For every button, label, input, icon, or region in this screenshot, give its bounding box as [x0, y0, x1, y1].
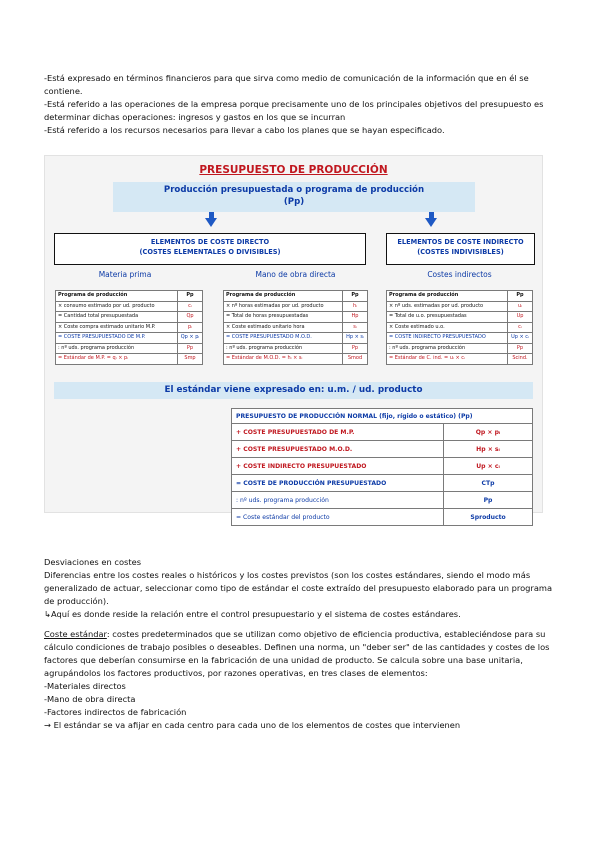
row-label: : nº uds. programa producción — [387, 343, 508, 354]
row-label: + COSTE INDIRECTO PRESUPUESTADO — [232, 458, 444, 475]
table-row — [224, 343, 368, 354]
table-row — [232, 409, 533, 424]
row-label: : nº uds. programa producción — [224, 343, 343, 354]
table-row — [232, 492, 533, 509]
table-row — [224, 301, 368, 312]
arrow-down-icon — [425, 218, 437, 227]
row-label: = COSTE DE PRODUCCIÓN PRESUPUESTADO — [232, 475, 444, 492]
production-budget-figure — [44, 155, 543, 521]
table-row — [56, 312, 203, 323]
row-value: Pp — [178, 291, 203, 302]
list-item: -Mano de obra directa — [44, 694, 136, 704]
row-value: sᵢ — [343, 322, 368, 333]
table-row — [56, 354, 203, 365]
standard-unit-banner: El estándar viene expresado en: u.m. / ud. producto — [54, 382, 533, 399]
row-label: Programa de producción — [56, 291, 178, 302]
mano-obra-table — [223, 290, 368, 365]
table-row — [224, 291, 368, 302]
table-row — [224, 333, 368, 344]
standard-cost-paragraph — [44, 628, 556, 680]
row-label: = Total de horas presupuestadas — [224, 312, 343, 323]
table-row — [56, 333, 203, 344]
figure-title: PRESUPUESTO DE PRODUCCIÓN — [199, 164, 388, 176]
row-value: Scind. — [508, 354, 533, 365]
table-row — [56, 291, 203, 302]
arrow-down-icon — [205, 218, 217, 227]
row-value: Smod — [343, 354, 368, 365]
row-label: = Estándar de M.P. = qᵢ × pᵢ — [56, 354, 178, 365]
closing-note: → El estándar se va afijar en cada centro para cada uno de los elementos de costes que intervienen — [44, 720, 461, 730]
row-label: × Coste compra estimado unitario M.P. — [56, 322, 178, 333]
row-value: Qp — [178, 312, 203, 323]
table-row — [56, 301, 203, 312]
row-value: Pp — [508, 291, 533, 302]
table-row — [387, 333, 533, 344]
row-value: cᵢ — [178, 301, 203, 312]
banner-line-2: (Pp) — [283, 197, 305, 207]
table-row — [232, 458, 533, 475]
section-heading: Desviaciones en costes — [44, 557, 142, 567]
costes-indirectos-table — [386, 290, 533, 365]
standard-cost-definition: : costes predeterminados que se utilizan como objetivo de eficiencia productiva, estableciéndose para su cálculo condiciones de trabajo posibles o deseables. Definen una norma, un "deber ser" de las cantidades y costes de los factores que deberían consumirse en la fabricación de una unidad de producto. Se calcula sobre una base unitaria, agrupándolos los factores productivos, por razones operativas, en tres clases de elementos: — [44, 629, 550, 678]
table-row — [56, 322, 203, 333]
row-label: = Estándar de C. ind. = uᵢ × cᵢ — [387, 354, 508, 365]
banner-line-1: Producción presupuestada o programa de producción — [163, 185, 425, 195]
row-value: Hp — [343, 312, 368, 323]
table-row — [387, 301, 533, 312]
row-label: Programa de producción — [387, 291, 508, 302]
costes-indirectos-heading: Costes indirectos — [427, 270, 492, 279]
row-value: hᵢ — [343, 301, 368, 312]
row-label: Programa de producción — [224, 291, 343, 302]
materia-prima-heading: Materia prima — [98, 270, 152, 279]
table-row — [56, 343, 203, 354]
intro-line-2: -Está referido a las operaciones de la empresa porque precisamente uno de los principales objetivos del presupuesto es determinar dichas operaciones: ingresos y gastos en los que se incurran — [44, 99, 544, 122]
indirect-cost-box — [386, 233, 535, 265]
intro-text — [44, 72, 556, 137]
table-row — [224, 354, 368, 365]
row-value: pᵢ — [178, 322, 203, 333]
deviations-paragraph: Diferencias entre los costes reales o históricos y los costes previstos (son los costes estándares, siendo el modo más generalizado de actuar, seleccionar como tipo de estándar el coste extraído del presupuesto elaborado para un programa de producción). — [44, 570, 553, 606]
row-label: = Cantidad total presupuestada — [56, 312, 178, 323]
row-label: × nº uds. estimadas por ud. producto — [387, 301, 508, 312]
row-value: Smp — [178, 354, 203, 365]
row-label: = Estándar de M.O.D. = hᵢ × sᵢ — [224, 354, 343, 365]
table-row — [232, 509, 533, 526]
indirect-box-line-2: (COSTES INDIVISIBLES) — [417, 248, 504, 256]
list-item: -Materiales directos — [44, 681, 126, 691]
row-value: uᵢ — [508, 301, 533, 312]
summary-table — [231, 408, 533, 526]
row-value: Pp — [343, 291, 368, 302]
mano-obra-heading: Mano de obra directa — [255, 270, 336, 279]
row-label: = COSTE INDIRECTO PRESUPUESTADO — [387, 333, 508, 344]
row-label: = Total de u.o. presupuestadas — [387, 312, 508, 323]
row-label: + COSTE PRESUPUESTADO DE M.P. — [232, 424, 444, 441]
direct-box-line-1: ELEMENTOS DE COSTE DIRECTO — [150, 238, 270, 246]
row-value: CTp — [444, 475, 533, 492]
row-value: Pp — [444, 492, 533, 509]
table-row — [387, 354, 533, 365]
table-row — [224, 322, 368, 333]
direct-cost-box — [54, 233, 366, 265]
table-row — [387, 343, 533, 354]
row-value: Qp × pᵢ — [444, 424, 533, 441]
list-item: -Factores indirectos de fabricación — [44, 707, 187, 717]
row-label: × nº horas estimadas por ud. producto — [224, 301, 343, 312]
row-label: = Coste estándar del producto — [232, 509, 444, 526]
table-row — [232, 424, 533, 441]
deviations-section — [44, 556, 556, 732]
row-value: Sproducto — [444, 509, 533, 526]
intro-line-1: -Está expresado en términos financieros para que sirva como medio de comunicación de la información que en él se contiene. — [44, 73, 529, 96]
row-value: Pp — [508, 343, 533, 354]
row-label: + COSTE PRESUPUESTADO M.O.D. — [232, 441, 444, 458]
relation-note: ↳Aquí es donde reside la relación entre el control presupuestario y el sistema de costes estándares. — [44, 609, 461, 619]
row-label: × Coste estimado u.o. — [387, 322, 508, 333]
row-label: : nº uds. programa producción — [56, 343, 178, 354]
row-value: Pp — [343, 343, 368, 354]
row-value: Up × cᵢ — [444, 458, 533, 475]
row-label: : nº uds. programa producción — [232, 492, 444, 509]
row-value: cᵢ — [508, 322, 533, 333]
summary-header: PRESUPUESTO DE PRODUCCIÓN NORMAL (fijo, rígido o estático) (Pp) — [232, 409, 533, 424]
production-program-banner — [113, 182, 475, 212]
row-value: Hp × sᵢ — [343, 333, 368, 344]
table-row — [224, 312, 368, 323]
table-row — [232, 475, 533, 492]
row-value: Up × cᵢ — [508, 333, 533, 344]
row-label: = COSTE PRESUPUESTADO M.O.D. — [224, 333, 343, 344]
row-label: × Coste estimado unitario hora — [224, 322, 343, 333]
row-value: Qp × pᵢ — [178, 333, 203, 344]
row-value: Pp — [178, 343, 203, 354]
row-value: Up — [508, 312, 533, 323]
row-label: × consumo estimado por ud. producto — [56, 301, 178, 312]
standard-cost-term: Coste estándar — [44, 629, 107, 639]
table-row — [387, 322, 533, 333]
materia-prima-table — [55, 290, 203, 365]
table-row — [232, 441, 533, 458]
table-row — [387, 291, 533, 302]
table-row — [387, 312, 533, 323]
indirect-box-line-1: ELEMENTOS DE COSTE INDIRECTO — [397, 238, 524, 246]
direct-box-line-2: (COSTES ELEMENTALES O DIVISIBLES) — [139, 248, 281, 256]
row-value: Hp × sᵢ — [444, 441, 533, 458]
row-label: = COSTE PRESUPUESTADO DE M.P. — [56, 333, 178, 344]
intro-line-3: -Está referido a los recursos necesarios para llevar a cabo los planes que se hayan especificado. — [44, 125, 445, 135]
